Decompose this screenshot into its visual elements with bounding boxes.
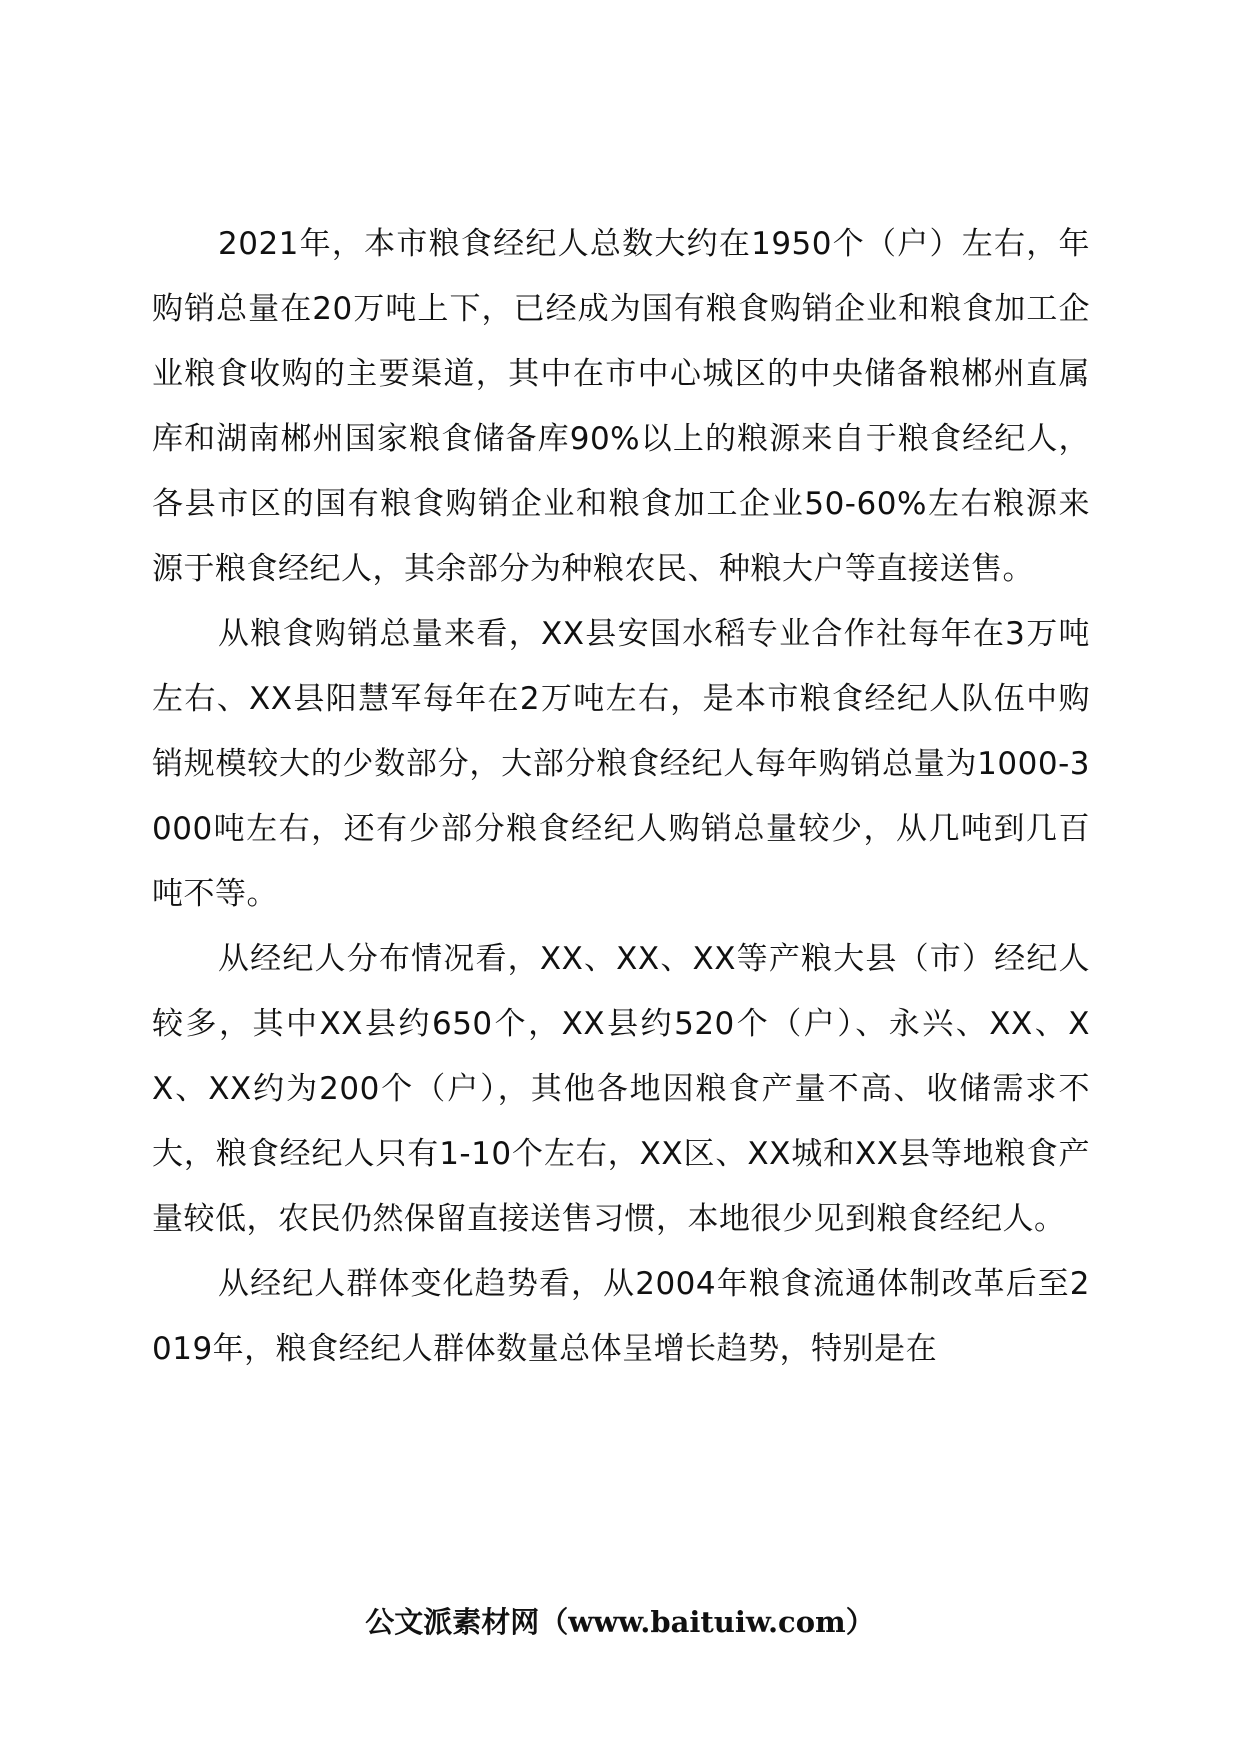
paragraph-3: 从经纪人分布情况看，XX、XX、XX等产粮大县（市）经纪人较多，其中XX县约650个，XX县约520个（户）、永兴、XX、XX、XX约为200个（户），其他各地因粮食产量不高、收储需求不大，粮食经纪人只有1-10个左右，XX区、XX城和XX县等地粮食产量较低，农民仍然保留直接送售习惯，本地很少见到粮食经纪人。 <box>152 941 1090 1237</box>
paragraph-2: 从粮食购销总量来看，XX县安国水稻专业合作社每年在3万吨左右、XX县阳慧军每年在2万吨左右，是本市粮食经纪人队伍中购销规模较大的少数部分，大部分粮食经纪人每年购销总量为1000-3000吨左右，还有少部分粮食经纪人购销总量较少，从几吨到几百吨不等。 <box>152 616 1090 912</box>
body-text <box>152 212 1090 1382</box>
paragraph-1: 2021年，本市粮食经纪人总数大约在1950个（户）左右，年购销总量在20万吨上下，已经成为国有粮食购销企业和粮食加工企业粮食收购的主要渠道，其中在市中心城区的中央储备粮郴州直属库和湖南郴州国家粮食储备库90%以上的粮源来自于粮食经纪人，各县市区的国有粮食购销企业和粮食加工企业50-60%左右粮源来源于粮食经纪人，其余部分为种粮农民、种粮大户等直接送售。 <box>152 226 1090 587</box>
footer-watermark: 公文派素材网（www.baituiw.com） <box>365 1605 875 1639</box>
paragraph-4: 从经纪人群体变化趋势看，从2004年粮食流通体制改革后至2019年，粮食经纪人群体数量总体呈增长趋势，特别是在 <box>152 1266 1090 1367</box>
